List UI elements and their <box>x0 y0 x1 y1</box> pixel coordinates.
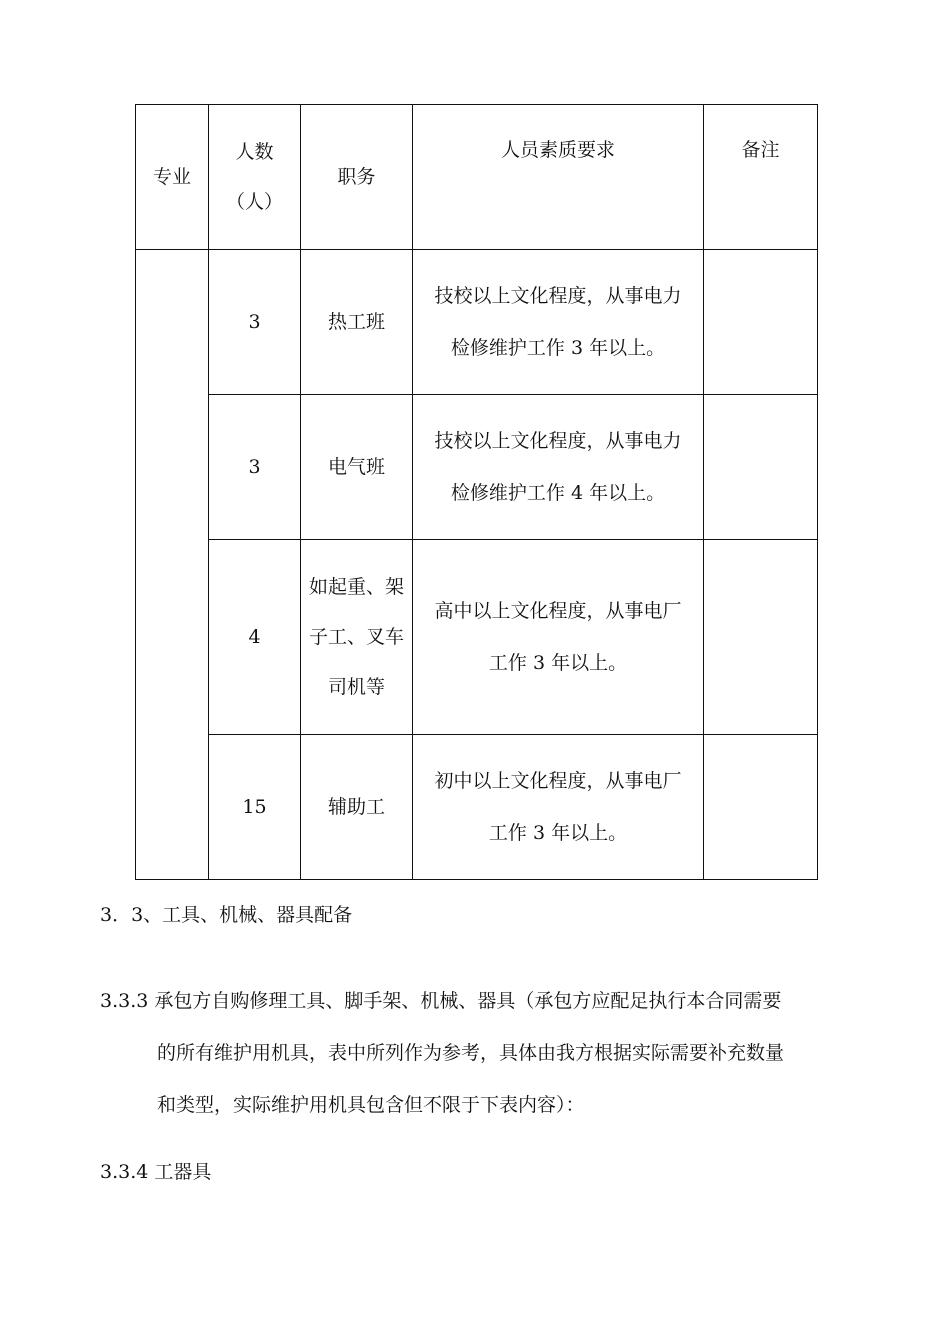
paragraph-line: 3.3.3 承包方自购修理工具、脚手架、机械、器具（承包方应配足执行本合同需要 <box>100 990 782 1012</box>
requirement-cell <box>413 735 704 880</box>
position-line: 电气班 <box>327 456 385 478</box>
count-cell: 3 <box>209 250 301 395</box>
position-cell <box>301 250 413 395</box>
header-count-line2: （人） <box>225 191 283 213</box>
count-cell: 3 <box>209 395 301 540</box>
requirement-line: 高中以上文化程度，从事电厂 <box>434 600 682 622</box>
position-line: 辅助工 <box>327 796 385 818</box>
requirement-cell <box>413 250 704 395</box>
requirement-line: 检修维护工作 4 年以上。 <box>450 482 666 504</box>
header-requirements: 人员素质要求 <box>413 105 704 250</box>
specialty-cell <box>136 250 209 880</box>
count-cell: 4 <box>209 540 301 735</box>
remarks-cell <box>704 250 818 395</box>
requirement-cell <box>413 540 704 735</box>
requirement-line: 初中以上文化程度，从事电厂 <box>434 770 682 792</box>
header-position: 职务 <box>301 105 413 250</box>
paragraph-3-3-3 <box>100 975 845 1131</box>
paragraph-line: 和类型，实际维护用机具包含但不限于下表内容）： <box>157 1094 585 1116</box>
header-count <box>209 105 301 250</box>
position-cell <box>301 395 413 540</box>
requirement-line: 工作 3 年以上。 <box>488 822 628 844</box>
position-line: 子工、叉车 <box>308 626 404 648</box>
staffing-table <box>135 104 818 880</box>
table-row <box>136 540 818 735</box>
position-cell <box>301 735 413 880</box>
requirement-line: 技校以上文化程度，从事电力 <box>434 285 682 307</box>
paragraph-line: 的所有维护用机具，表中所列作为参考，具体由我方根据实际需要补充数量 <box>157 1042 785 1064</box>
header-count-line1: 人数 <box>235 141 274 163</box>
table-row <box>136 735 818 880</box>
position-line: 热工班 <box>327 311 385 333</box>
requirement-line: 检修维护工作 3 年以上。 <box>450 337 666 359</box>
position-line: 司机等 <box>327 676 385 698</box>
remarks-cell <box>704 540 818 735</box>
requirement-line: 工作 3 年以上。 <box>488 652 628 674</box>
position-cell <box>301 540 413 735</box>
table-row <box>136 250 818 395</box>
header-remarks: 备注 <box>704 105 818 250</box>
section-heading: 3．3、工具、机械、器具配备 <box>100 904 353 926</box>
table-row <box>136 395 818 540</box>
count-cell: 15 <box>209 735 301 880</box>
paragraph-3-3-4: 3.3.4 工器具 <box>100 1161 212 1183</box>
requirement-line: 技校以上文化程度，从事电力 <box>434 430 682 452</box>
remarks-cell <box>704 395 818 540</box>
header-specialty: 专业 <box>136 105 209 250</box>
remarks-cell <box>704 735 818 880</box>
requirement-cell <box>413 395 704 540</box>
table-header-row <box>136 105 818 250</box>
position-line: 如起重、架 <box>308 576 404 598</box>
